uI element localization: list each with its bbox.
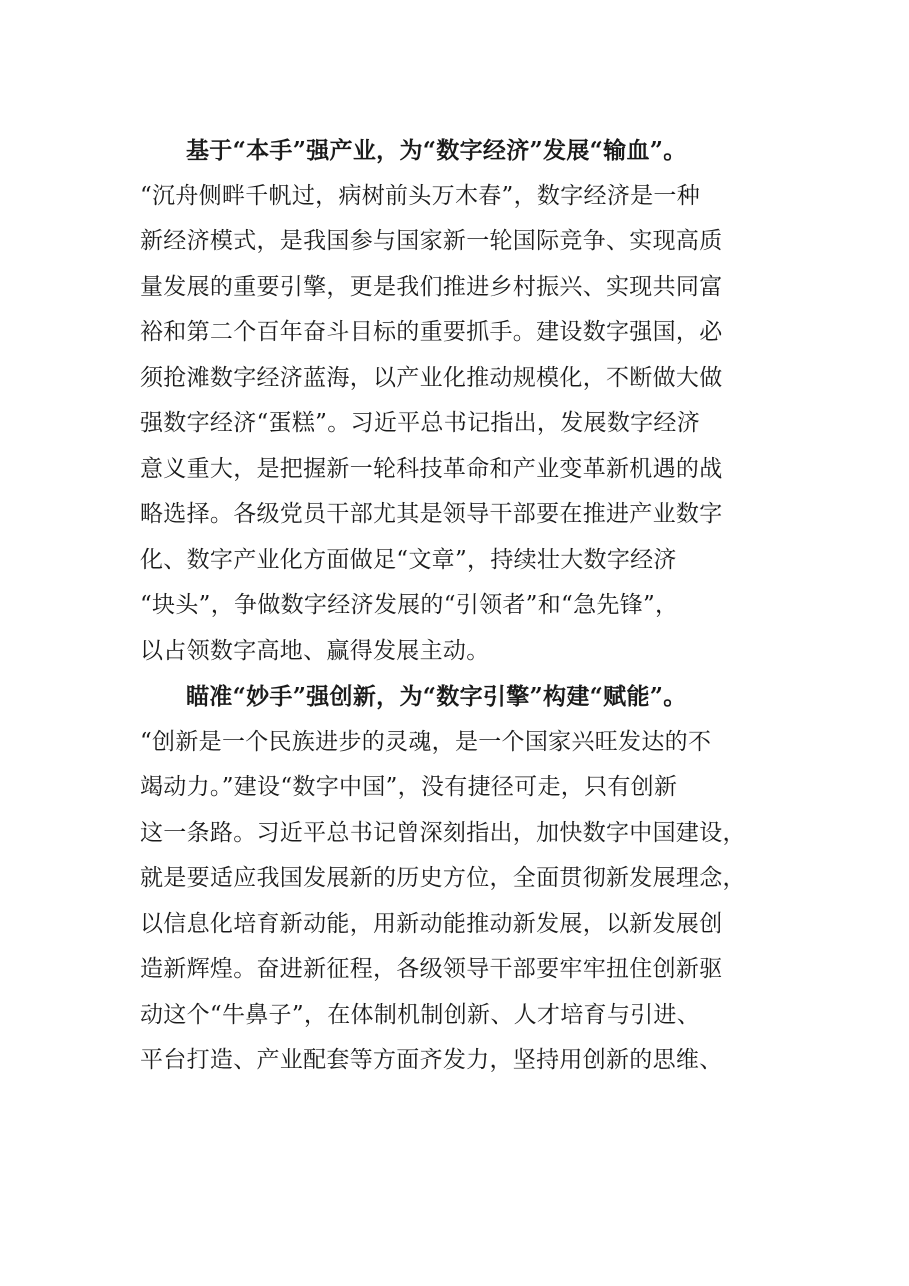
paragraph-heading: 瞄准“妙手”强创新，为“数字引擎”构建“赋能”。 xyxy=(186,683,687,710)
paragraph-line: 须抢滩数字经济蓝海，以产业化推动规模化，不断做大做 xyxy=(140,364,723,391)
paragraph-line: 新经济模式，是我国参与国家新一轮国际竞争、实现高质 xyxy=(140,228,723,254)
paragraph-line: 这一条路。习近平总书记曾深刻指出，加快数字中国建设， xyxy=(140,819,746,846)
paragraph-2 xyxy=(140,674,780,1084)
paragraph-heading: 基于“本手”强产业，为“数字经济”发展“输血”。 xyxy=(186,137,687,164)
paragraph-line: 以占领数字高地、赢得发展主动。 xyxy=(140,637,490,664)
paragraph-line: “沉舟侧畔千帆过，病树前头万木春”，数字经济是一种 xyxy=(140,182,701,209)
paragraph-line: “块头”，争做数字经济发展的“引领者”和“急先锋”， xyxy=(140,592,679,618)
paragraph-line: 量发展的重要引擎，更是我们推进乡村振兴、实现共同富 xyxy=(140,273,723,300)
paragraph-line: 强数字经济“蛋糕”。习近平总书记指出，发展数字经济 xyxy=(140,410,701,436)
paragraph-line: 化、数字产业化方面做足“文章”，持续壮大数字经济 xyxy=(140,546,677,573)
paragraph-line: 以信息化培育新动能，用新动能推动新发展，以新发展创 xyxy=(140,910,723,937)
paragraph-line: 略选择。各级党员干部尤其是领导干部要在推进产业数字 xyxy=(140,501,723,527)
document-body xyxy=(140,128,780,1084)
paragraph-line: 意义重大，是把握新一轮科技革命和产业变革新机遇的战 xyxy=(140,455,723,482)
paragraph-line: 就是要适应我国发展新的历史方位，全面贯彻新发展理念， xyxy=(140,865,746,891)
paragraph-line: “创新是一个民族进步的灵魂，是一个国家兴旺发达的不 xyxy=(140,728,712,755)
paragraph-line: 裕和第二个百年奋斗目标的重要抓手。建设数字强国，必 xyxy=(140,319,723,345)
paragraph-1 xyxy=(140,128,780,674)
paragraph-line: 造新辉煌。奋进新征程，各级领导干部要牢牢扭住创新驱 xyxy=(140,956,723,982)
paragraph-line: 动这个“牛鼻子”，在体制机制创新、人才培育与引进、 xyxy=(140,1001,701,1028)
paragraph-line: 平台打造、产业配套等方面齐发力，坚持用创新的思维、 xyxy=(140,1047,723,1073)
paragraph-line: 竭动力。”建设“数字中国”，没有捷径可走，只有创新 xyxy=(140,774,678,800)
